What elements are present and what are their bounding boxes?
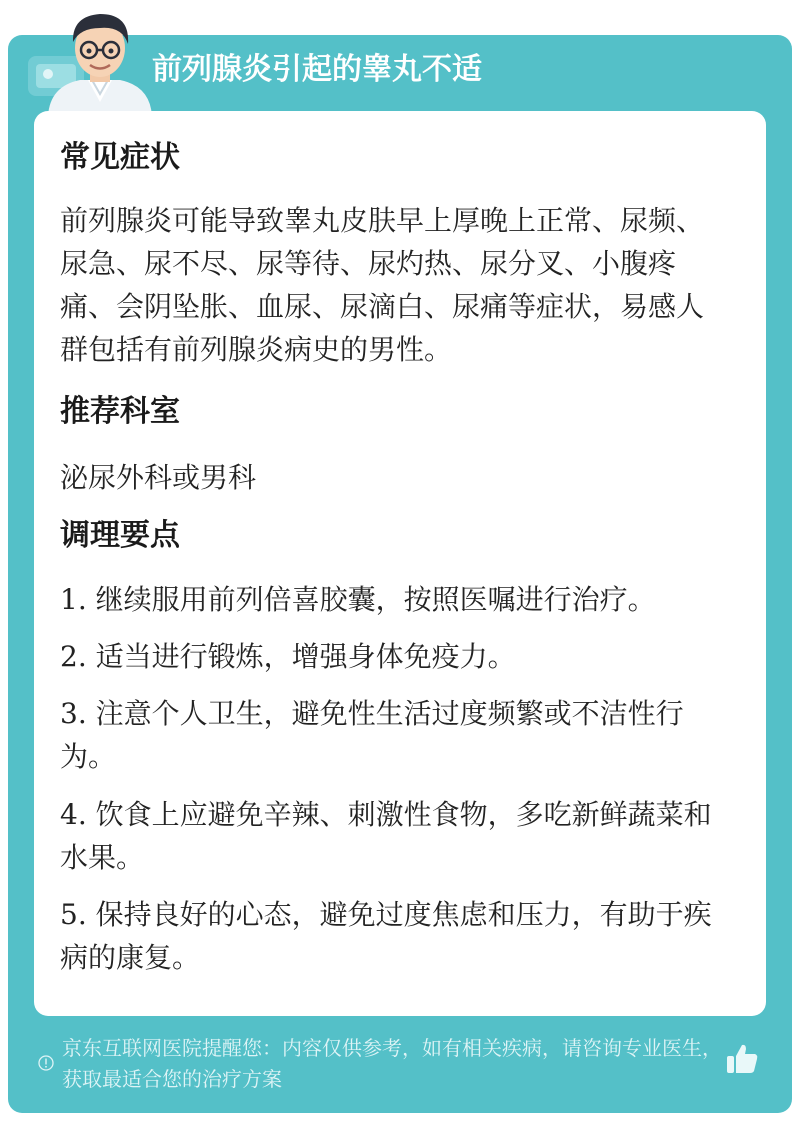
list-item <box>60 635 736 678</box>
list-item-text: 饮食上应避免辛辣、刺激性食物，多吃新鲜蔬菜和水果。 <box>60 798 712 874</box>
list-item-text: 注意个人卫生，避免性生活过度频繁或不洁性行为。 <box>60 697 684 773</box>
list-item-text: 保持良好的心态，避免过度焦虑和压力，有助于疾病的康复。 <box>60 898 712 974</box>
list-item-text: 继续服用前列倍喜胶囊，按照医嘱进行治疗。 <box>95 583 656 616</box>
list-item-number: 3. <box>60 697 87 730</box>
list-item <box>60 793 736 879</box>
footer-notice: 京东互联网医院提醒您：内容仅供参考，如有相关疾病，请咨询专业医生，获取最适合您的治疗方案 <box>62 1036 722 1091</box>
doctor-avatar-icon <box>40 6 160 116</box>
info-icon <box>38 1055 54 1071</box>
section-body-department: 泌尿外科或男科 <box>60 461 257 494</box>
list-item-number: 2. <box>60 640 87 673</box>
list-item-number: 1. <box>60 583 87 616</box>
list-item <box>60 578 736 621</box>
list-item-number: 5. <box>60 898 87 931</box>
thumbs-up-icon[interactable] <box>724 1041 760 1077</box>
page-title: 前列腺炎引起的睾丸不适 <box>152 52 482 87</box>
section-heading-care: 调理要点 <box>60 518 180 553</box>
list-item <box>60 893 736 979</box>
section-body-symptoms: 前列腺炎可能导致睾丸皮肤早上厚晚上正常、尿频、尿急、尿不尽、尿等待、尿灼热、尿分叉、小腹疼痛、会阴坠胀、血尿、尿滴白、尿痛等症状，易感人群包括有前列腺炎病史的男性。 <box>60 204 705 366</box>
section-heading-symptoms: 常见症状 <box>60 140 180 175</box>
list-item <box>60 692 736 778</box>
list-item-number: 4. <box>60 798 87 831</box>
section-heading-department: 推荐科室 <box>60 394 180 429</box>
list-item-text: 适当进行锻炼，增强身体免疫力。 <box>95 640 516 673</box>
